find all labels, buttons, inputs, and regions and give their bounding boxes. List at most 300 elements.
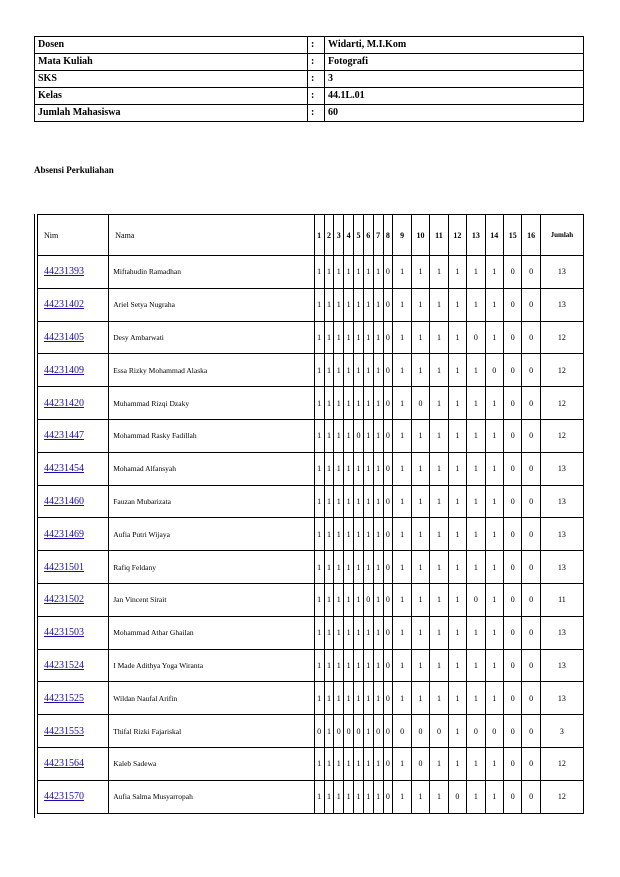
attendance-cell: 1 — [324, 256, 334, 289]
student-name: Desy Ambarwati — [109, 321, 314, 354]
attendance-cell: 1 — [467, 682, 485, 715]
attendance-cell: 0 — [522, 256, 540, 289]
nim-cell — [38, 616, 109, 649]
attendance-cell: 1 — [314, 288, 324, 321]
attendance-cell: 1 — [430, 354, 448, 387]
attendance-cell: 1 — [344, 485, 354, 518]
student-name: Mohamad Alfansyah — [109, 452, 314, 485]
attendance-cell: 1 — [373, 583, 383, 616]
attendance-cell: 1 — [373, 747, 383, 780]
attendance-cell: 1 — [430, 387, 448, 420]
attendance-cell: 0 — [383, 354, 393, 387]
attendance-cell: 1 — [430, 747, 448, 780]
total-cell: 13 — [540, 452, 583, 485]
attendance-cell: 1 — [485, 321, 503, 354]
table-row — [38, 649, 584, 682]
attendance-cell: 1 — [467, 354, 485, 387]
attendance-cell: 0 — [485, 354, 503, 387]
table-row — [38, 715, 584, 748]
attendance-cell: 0 — [522, 715, 540, 748]
attendance-cell: 0 — [448, 780, 466, 813]
nim-cell — [38, 583, 109, 616]
student-name: I Made Adithya Yoga Wiranta — [109, 649, 314, 682]
total-cell: 12 — [540, 780, 583, 813]
student-name: Mohammad Athar Ghailan — [109, 616, 314, 649]
attendance-cell: 1 — [363, 682, 373, 715]
header-meeting-12: 12 — [448, 215, 466, 256]
student-name: Kaleb Sadewa — [109, 747, 314, 780]
attendance-cell: 1 — [344, 747, 354, 780]
header-meeting-7: 7 — [373, 215, 383, 256]
header-meeting-1: 1 — [314, 215, 324, 256]
attendance-cell: 1 — [334, 616, 344, 649]
info-value: Fotografi — [325, 54, 584, 71]
info-value: Widarti, M.I.Kom — [325, 37, 584, 54]
attendance-cell: 1 — [324, 616, 334, 649]
header-nama: Nama — [109, 215, 314, 256]
attendance-cell: 0 — [522, 452, 540, 485]
nim-link[interactable]: 44231570 — [44, 791, 84, 803]
nim-link[interactable]: 44231447 — [44, 430, 84, 442]
attendance-cell: 1 — [354, 321, 364, 354]
attendance-cell: 1 — [334, 419, 344, 452]
attendance-cell: 1 — [411, 780, 429, 813]
info-label: Kelas — [35, 88, 308, 105]
attendance-cell: 1 — [393, 485, 411, 518]
attendance-cell: 1 — [411, 485, 429, 518]
header-meeting-2: 2 — [324, 215, 334, 256]
nim-link[interactable]: 44231501 — [44, 561, 84, 573]
attendance-cell: 0 — [383, 551, 393, 584]
attendance-cell: 0 — [503, 747, 521, 780]
attendance-cell: 1 — [324, 518, 334, 551]
info-value: 60 — [325, 105, 584, 122]
attendance-cell: 1 — [314, 387, 324, 420]
student-name: Ariel Setya Nugraha — [109, 288, 314, 321]
nim-link[interactable]: 44231460 — [44, 495, 84, 507]
nim-link[interactable]: 44231553 — [44, 725, 84, 737]
attendance-cell: 0 — [334, 715, 344, 748]
info-value: 3 — [325, 71, 584, 88]
attendance-cell: 1 — [467, 747, 485, 780]
attendance-cell: 1 — [324, 288, 334, 321]
header-meeting-11: 11 — [430, 215, 448, 256]
attendance-cell: 0 — [503, 616, 521, 649]
attendance-cell: 1 — [411, 256, 429, 289]
attendance-cell: 1 — [393, 747, 411, 780]
attendance-cell: 0 — [383, 715, 393, 748]
attendance-cell: 0 — [503, 288, 521, 321]
attendance-cell: 1 — [430, 256, 448, 289]
attendance-cell: 0 — [503, 780, 521, 813]
attendance-cell: 1 — [448, 518, 466, 551]
attendance-cell: 1 — [485, 780, 503, 813]
table-row — [38, 419, 584, 452]
attendance-cell: 1 — [393, 551, 411, 584]
attendance-cell: 1 — [344, 649, 354, 682]
attendance-cell: 1 — [448, 354, 466, 387]
attendance-cell: 1 — [344, 354, 354, 387]
table-row — [38, 551, 584, 584]
info-label: Dosen — [35, 37, 308, 54]
info-separator: : — [308, 37, 325, 54]
attendance-cell: 0 — [383, 485, 393, 518]
attendance-cell: 1 — [411, 288, 429, 321]
attendance-cell: 1 — [344, 452, 354, 485]
total-cell: 12 — [540, 387, 583, 420]
attendance-cell: 1 — [324, 354, 334, 387]
attendance-cell: 1 — [430, 616, 448, 649]
attendance-cell: 1 — [448, 288, 466, 321]
nim-cell — [38, 256, 109, 289]
attendance-cell: 1 — [334, 583, 344, 616]
attendance-cell: 0 — [522, 780, 540, 813]
attendance-cell: 1 — [354, 583, 364, 616]
attendance-cell: 1 — [467, 419, 485, 452]
attendance-cell: 0 — [522, 583, 540, 616]
table-row — [38, 485, 584, 518]
attendance-cell: 1 — [334, 354, 344, 387]
student-name: Wildan Naufal Arifin — [109, 682, 314, 715]
attendance-cell: 1 — [448, 583, 466, 616]
attendance-cell: 1 — [363, 288, 373, 321]
attendance-cell: 1 — [467, 780, 485, 813]
attendance-cell: 1 — [334, 518, 344, 551]
attendance-cell: 1 — [354, 485, 364, 518]
info-row — [35, 105, 584, 122]
attendance-cell: 1 — [314, 551, 324, 584]
total-cell: 3 — [540, 715, 583, 748]
header-jumlah: Jumlah — [540, 215, 583, 256]
attendance-cell: 1 — [393, 256, 411, 289]
attendance-cell: 0 — [503, 321, 521, 354]
attendance-cell: 1 — [363, 321, 373, 354]
attendance-cell: 1 — [393, 419, 411, 452]
nim-cell — [38, 715, 109, 748]
info-row — [35, 37, 584, 54]
attendance-cell: 1 — [411, 452, 429, 485]
attendance-cell: 0 — [383, 419, 393, 452]
attendance-cell: 1 — [314, 256, 324, 289]
attendance-cell: 0 — [503, 452, 521, 485]
attendance-cell: 0 — [522, 419, 540, 452]
attendance-cell: 0 — [503, 485, 521, 518]
attendance-cell: 0 — [467, 583, 485, 616]
info-separator: : — [308, 71, 325, 88]
attendance-cell: 1 — [324, 419, 334, 452]
nim-link[interactable]: 44231405 — [44, 331, 84, 343]
attendance-cell: 1 — [448, 387, 466, 420]
attendance-cell: 1 — [430, 485, 448, 518]
header-meeting-8: 8 — [383, 215, 393, 256]
student-name: Aufia Salma Musyarropah — [109, 780, 314, 813]
attendance-cell: 1 — [344, 551, 354, 584]
attendance-cell: 1 — [485, 616, 503, 649]
attendance-cell: 1 — [430, 321, 448, 354]
attendance-cell: 0 — [393, 715, 411, 748]
nim-link[interactable]: 44231469 — [44, 528, 84, 540]
table-row — [38, 321, 584, 354]
attendance-cell: 1 — [467, 452, 485, 485]
attendance-cell: 1 — [411, 616, 429, 649]
attendance-cell: 0 — [503, 256, 521, 289]
attendance-cell: 1 — [411, 583, 429, 616]
attendance-cell: 1 — [411, 682, 429, 715]
attendance-cell: 0 — [383, 780, 393, 813]
attendance-cell: 1 — [430, 288, 448, 321]
attendance-cell: 1 — [363, 616, 373, 649]
nim-cell — [38, 485, 109, 518]
attendance-cell: 1 — [344, 321, 354, 354]
info-value: 44.1L.01 — [325, 88, 584, 105]
attendance-cell: 0 — [503, 387, 521, 420]
attendance-cell: 0 — [522, 321, 540, 354]
attendance-cell: 0 — [411, 387, 429, 420]
student-name: Fauzan Mubarizata — [109, 485, 314, 518]
total-cell: 13 — [540, 649, 583, 682]
attendance-cell: 0 — [383, 616, 393, 649]
attendance-cell: 0 — [485, 715, 503, 748]
attendance-cell: 0 — [522, 354, 540, 387]
attendance-cell: 1 — [363, 419, 373, 452]
student-name: Essa Rizky Mohammad Alaska — [109, 354, 314, 387]
attendance-cell: 0 — [503, 583, 521, 616]
student-name: Thifal Rizki Fajariskal — [109, 715, 314, 748]
attendance-cell: 0 — [383, 288, 393, 321]
attendance-cell: 1 — [411, 321, 429, 354]
info-row — [35, 88, 584, 105]
attendance-cell: 0 — [522, 682, 540, 715]
attendance-cell: 1 — [324, 682, 334, 715]
total-cell: 12 — [540, 354, 583, 387]
nim-link[interactable]: 44231524 — [44, 659, 84, 671]
attendance-cell: 1 — [354, 649, 364, 682]
header-meeting-3: 3 — [334, 215, 344, 256]
nim-cell — [38, 452, 109, 485]
header-meeting-16: 16 — [522, 215, 540, 256]
attendance-cell: 0 — [354, 715, 364, 748]
attendance-cell: 1 — [344, 583, 354, 616]
total-cell: 13 — [540, 256, 583, 289]
attendance-cell: 1 — [373, 780, 383, 813]
attendance-cell: 1 — [314, 419, 324, 452]
attendance-cell: 0 — [383, 452, 393, 485]
attendance-cell: 1 — [430, 518, 448, 551]
attendance-cell: 1 — [324, 649, 334, 682]
attendance-cell: 1 — [411, 419, 429, 452]
attendance-cell: 1 — [467, 288, 485, 321]
attendance-cell: 1 — [344, 682, 354, 715]
attendance-cell: 1 — [373, 682, 383, 715]
total-cell: 13 — [540, 682, 583, 715]
info-label: Mata Kuliah — [35, 54, 308, 71]
info-row — [35, 54, 584, 71]
attendance-cell: 1 — [363, 485, 373, 518]
attendance-cell: 1 — [344, 419, 354, 452]
attendance-cell: 0 — [503, 551, 521, 584]
nim-link[interactable]: 44231402 — [44, 299, 84, 311]
attendance-cell: 1 — [344, 780, 354, 813]
attendance-cell: 1 — [363, 715, 373, 748]
table-row — [38, 354, 584, 387]
attendance-cell: 1 — [485, 452, 503, 485]
header-meeting-6: 6 — [363, 215, 373, 256]
info-separator: : — [308, 54, 325, 71]
attendance-cell: 0 — [383, 682, 393, 715]
info-separator: : — [308, 88, 325, 105]
table-row — [38, 256, 584, 289]
attendance-cell: 0 — [522, 387, 540, 420]
attendance-cell: 1 — [393, 649, 411, 682]
attendance-cell: 1 — [467, 387, 485, 420]
attendance-cell: 1 — [393, 288, 411, 321]
attendance-cell: 0 — [467, 715, 485, 748]
attendance-cell: 0 — [503, 649, 521, 682]
attendance-cell: 1 — [430, 419, 448, 452]
attendance-cell: 0 — [344, 715, 354, 748]
attendance-cell: 1 — [393, 321, 411, 354]
attendance-header-row — [38, 215, 584, 256]
attendance-cell: 1 — [324, 452, 334, 485]
nim-cell — [38, 354, 109, 387]
nim-link[interactable]: 44231420 — [44, 397, 84, 409]
info-row — [35, 71, 584, 88]
attendance-cell: 1 — [467, 485, 485, 518]
attendance-cell: 1 — [344, 518, 354, 551]
attendance-cell: 1 — [354, 616, 364, 649]
nim-link[interactable]: 44231525 — [44, 692, 84, 704]
header-meeting-10: 10 — [411, 215, 429, 256]
attendance-cell: 1 — [314, 321, 324, 354]
attendance-cell: 1 — [467, 649, 485, 682]
attendance-cell: 1 — [314, 780, 324, 813]
attendance-cell: 1 — [373, 452, 383, 485]
attendance-cell: 1 — [354, 452, 364, 485]
attendance-cell: 0 — [383, 321, 393, 354]
attendance-cell: 1 — [324, 485, 334, 518]
nim-link[interactable]: 44231454 — [44, 463, 84, 475]
attendance-cell: 1 — [393, 518, 411, 551]
attendance-cell: 1 — [334, 387, 344, 420]
student-name: Miftahudin Ramadhan — [109, 256, 314, 289]
attendance-cell: 1 — [314, 452, 324, 485]
nim-cell — [38, 387, 109, 420]
attendance-cell: 1 — [430, 649, 448, 682]
attendance-cell: 1 — [448, 649, 466, 682]
student-name: Jan Vincent Sirait — [109, 583, 314, 616]
attendance-cell: 1 — [485, 419, 503, 452]
attendance-cell: 1 — [314, 583, 324, 616]
attendance-cell: 1 — [334, 682, 344, 715]
attendance-cell: 1 — [411, 518, 429, 551]
nim-link[interactable]: 44231409 — [44, 364, 84, 376]
attendance-cell: 1 — [354, 518, 364, 551]
attendance-cell: 1 — [485, 682, 503, 715]
attendance-cell: 1 — [485, 256, 503, 289]
attendance-cell: 1 — [485, 583, 503, 616]
attendance-cell: 0 — [522, 649, 540, 682]
nim-link[interactable]: 44231503 — [44, 627, 84, 639]
nim-link[interactable]: 44231564 — [44, 758, 84, 770]
attendance-cell: 0 — [373, 715, 383, 748]
attendance-cell: 1 — [314, 485, 324, 518]
nim-cell — [38, 419, 109, 452]
student-name: Rafiq Feldany — [109, 551, 314, 584]
nim-link[interactable]: 44231393 — [44, 266, 84, 278]
attendance-cell: 0 — [430, 715, 448, 748]
nim-cell — [38, 747, 109, 780]
attendance-cell: 1 — [411, 551, 429, 584]
table-row — [38, 288, 584, 321]
attendance-cell: 1 — [373, 616, 383, 649]
attendance-cell: 0 — [411, 747, 429, 780]
info-separator: : — [308, 105, 325, 122]
attendance-cell: 1 — [354, 256, 364, 289]
attendance-cell: 0 — [503, 682, 521, 715]
total-cell: 12 — [540, 321, 583, 354]
header-meeting-15: 15 — [503, 215, 521, 256]
attendance-cell: 1 — [344, 616, 354, 649]
attendance-cell: 1 — [363, 354, 373, 387]
nim-cell — [38, 682, 109, 715]
attendance-cell: 1 — [485, 649, 503, 682]
attendance-cell: 1 — [373, 288, 383, 321]
attendance-cell: 1 — [467, 616, 485, 649]
attendance-cell: 0 — [383, 256, 393, 289]
attendance-cell: 0 — [503, 715, 521, 748]
student-name: Mohammad Rasky Fadillah — [109, 419, 314, 452]
info-label: Jumlah Mahasiswa — [35, 105, 308, 122]
table-row — [38, 518, 584, 551]
attendance-cell: 1 — [393, 354, 411, 387]
attendance-cell: 1 — [344, 256, 354, 289]
attendance-cell: 0 — [522, 518, 540, 551]
attendance-cell: 1 — [411, 354, 429, 387]
attendance-cell: 1 — [373, 485, 383, 518]
attendance-cell: 0 — [503, 518, 521, 551]
nim-link[interactable]: 44231502 — [44, 594, 84, 606]
nim-cell — [38, 649, 109, 682]
attendance-cell: 1 — [314, 354, 324, 387]
attendance-cell: 1 — [448, 747, 466, 780]
attendance-cell: 0 — [522, 288, 540, 321]
table-row — [38, 747, 584, 780]
attendance-cell: 1 — [324, 551, 334, 584]
attendance-cell: 1 — [344, 387, 354, 420]
attendance-cell: 0 — [354, 419, 364, 452]
attendance-cell: 1 — [354, 387, 364, 420]
attendance-cell: 0 — [363, 583, 373, 616]
attendance-cell: 1 — [344, 288, 354, 321]
attendance-cell: 1 — [485, 747, 503, 780]
attendance-cell: 0 — [522, 551, 540, 584]
attendance-cell: 1 — [448, 616, 466, 649]
attendance-cell: 1 — [448, 551, 466, 584]
attendance-cell: 1 — [393, 583, 411, 616]
attendance-cell: 1 — [448, 485, 466, 518]
table-row — [38, 780, 584, 813]
attendance-cell: 1 — [448, 321, 466, 354]
attendance-cell: 1 — [324, 583, 334, 616]
attendance-cell: 1 — [393, 452, 411, 485]
attendance-cell: 1 — [373, 354, 383, 387]
attendance-cell: 1 — [334, 747, 344, 780]
table-row — [38, 583, 584, 616]
attendance-cell: 1 — [485, 387, 503, 420]
attendance-cell: 0 — [522, 485, 540, 518]
total-cell: 11 — [540, 583, 583, 616]
nim-cell — [38, 780, 109, 813]
